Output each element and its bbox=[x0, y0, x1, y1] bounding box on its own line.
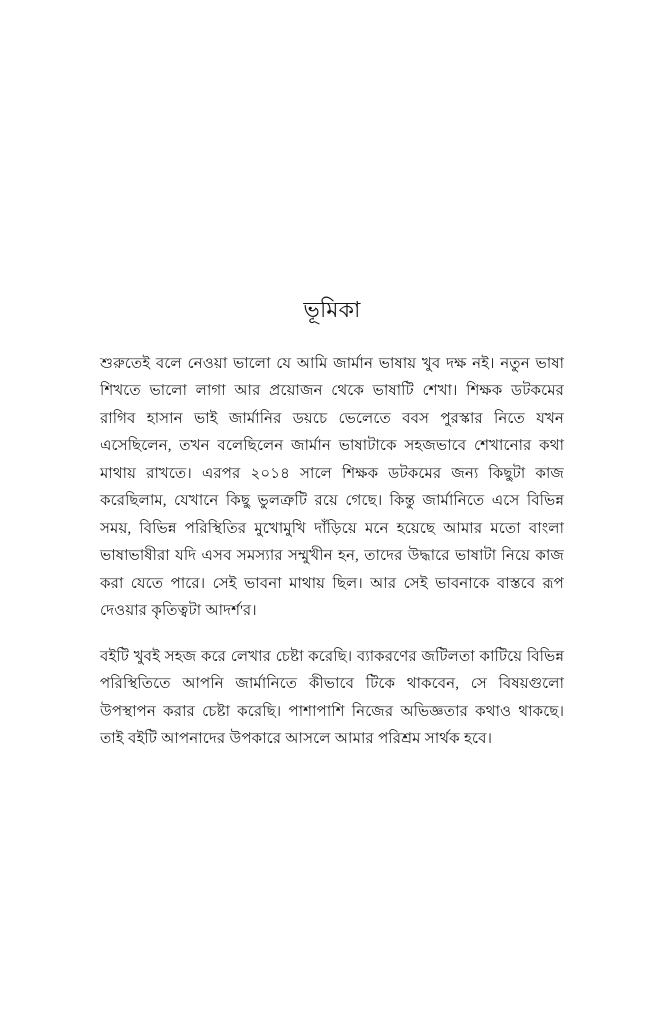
paragraph: বইটি খুবই সহজ করে লেখার চেষ্টা করেছি। ব্যাকরণের জটিলতা কাটিয়ে বিভিন্ন পরিস্থিতিতে আপনি জার্মানিতে কীভাবে টিকে থাকবেন, সে বিষয়গুলো উপস্থাপন করার চেষ্টা করেছি। পাশাপাশি নিজের অভিজ্ঞতার কথাও থাকছে। তাই বইটি আপনাদের উপকারে আসলে আমার পরিশ্রম সার্থক হবে। bbox=[100, 647, 564, 747]
page-title: ভূমিকা bbox=[303, 297, 361, 322]
paragraph: শুরুতেই বলে নেওয়া ভালো যে আমি জার্মান ভাষায় খুব দক্ষ নই। নতুন ভাষা শিখতে ভালো লাগা আর প্রয়োজন থেকে ভাষাটি শেখা। শিক্ষক ডটকমের রাগিব হাসান ভাই জার্মানির ডয়চে ভেলেতে ববস পুরস্কার নিতে যখন এসেছিলেন, তখন বলেছিলেন জার্মান ভাষাটাকে সহজভাবে শেখানোর কথা মাথায় রাখতে। এরপর ২০১৪ সালে শিক্ষক ডটকমের জন্য কিছুটা কাজ করেছিলাম, যেখানে কিছু ভুলত্রুটি রয়ে গেছে। কিন্তু জার্মানিতে এসে বিভিন্ন সময়, বিভিন্ন পরিস্থিতির মুখোমুখি দাঁড়িয়ে মনে হয়েছে আমার মতো বাংলা ভাষাভাষীরা যদি এসব সমস্যার সম্মুখীন হন, তাদের উদ্ধারে ভাষাটা নিয়ে কাজ করা যেতে পারে। সেই ভাবনা মাথায় ছিল। আর সেই ভাবনাকে বাস্তবে রূপ দেওয়ার কৃতিত্বটা আদর্শ'র। bbox=[100, 354, 564, 619]
body-text bbox=[100, 350, 564, 753]
page-text-block bbox=[100, 296, 564, 753]
